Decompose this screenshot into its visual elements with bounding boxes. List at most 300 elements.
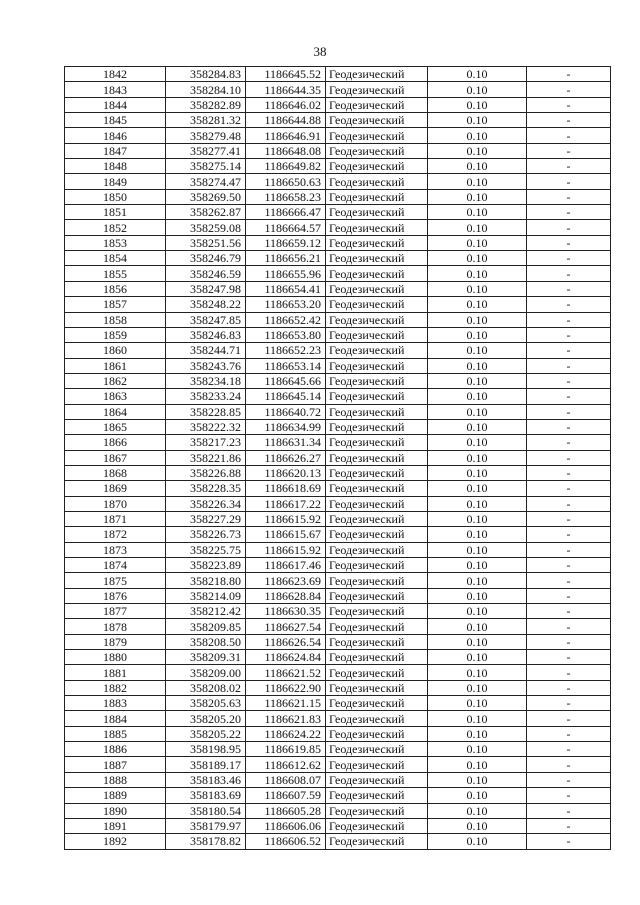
point-number-cell: 1852	[65, 220, 166, 235]
method-cell: Геодезический	[326, 465, 428, 480]
point-number-cell: 1876	[65, 588, 166, 603]
x-coordinate-cell: 358262.87	[166, 205, 246, 220]
x-coordinate-cell: 358205.22	[166, 726, 246, 741]
point-number-cell: 1887	[65, 757, 166, 772]
x-coordinate-cell: 358277.41	[166, 143, 246, 158]
x-coordinate-cell: 358246.79	[166, 251, 246, 266]
y-coordinate-cell: 1186626.27	[246, 450, 326, 465]
table-row	[65, 113, 611, 128]
method-cell: Геодезический	[326, 450, 428, 465]
y-coordinate-cell: 1186615.67	[246, 527, 326, 542]
x-coordinate-cell: 358209.00	[166, 665, 246, 680]
y-coordinate-cell: 1186649.82	[246, 159, 326, 174]
method-cell: Геодезический	[326, 573, 428, 588]
description-cell: -	[527, 772, 611, 787]
y-coordinate-cell: 1186617.46	[246, 558, 326, 573]
table-row	[65, 159, 611, 174]
x-coordinate-cell: 358222.32	[166, 419, 246, 434]
accuracy-cell: 0.10	[428, 266, 527, 281]
accuracy-cell: 0.10	[428, 297, 527, 312]
y-coordinate-cell: 1186622.90	[246, 680, 326, 695]
method-cell: Геодезический	[326, 711, 428, 726]
method-cell: Геодезический	[326, 680, 428, 695]
accuracy-cell: 0.10	[428, 527, 527, 542]
x-coordinate-cell: 358282.89	[166, 97, 246, 112]
accuracy-cell: 0.10	[428, 113, 527, 128]
x-coordinate-cell: 358247.85	[166, 312, 246, 327]
table-row	[65, 726, 611, 741]
description-cell: -	[527, 143, 611, 158]
description-cell: -	[527, 251, 611, 266]
y-coordinate-cell: 1186630.35	[246, 604, 326, 619]
accuracy-cell: 0.10	[428, 220, 527, 235]
point-number-cell: 1871	[65, 511, 166, 526]
table-row	[65, 327, 611, 342]
x-coordinate-cell: 358228.35	[166, 481, 246, 496]
table-row	[65, 97, 611, 112]
accuracy-cell: 0.10	[428, 435, 527, 450]
accuracy-cell: 0.10	[428, 604, 527, 619]
method-cell: Геодезический	[326, 788, 428, 803]
description-cell: -	[527, 496, 611, 511]
point-number-cell: 1885	[65, 726, 166, 741]
accuracy-cell: 0.10	[428, 281, 527, 296]
description-cell: -	[527, 757, 611, 772]
point-number-cell: 1869	[65, 481, 166, 496]
description-cell: -	[527, 527, 611, 542]
table-row	[65, 343, 611, 358]
description-cell: -	[527, 818, 611, 833]
description-cell: -	[527, 834, 611, 849]
point-number-cell: 1866	[65, 435, 166, 450]
method-cell: Геодезический	[326, 97, 428, 112]
accuracy-cell: 0.10	[428, 711, 527, 726]
point-number-cell: 1870	[65, 496, 166, 511]
y-coordinate-cell: 1186659.12	[246, 235, 326, 250]
accuracy-cell: 0.10	[428, 419, 527, 434]
x-coordinate-cell: 358269.50	[166, 189, 246, 204]
y-coordinate-cell: 1186644.35	[246, 82, 326, 97]
y-coordinate-cell: 1186618.69	[246, 481, 326, 496]
x-coordinate-cell: 358205.63	[166, 696, 246, 711]
y-coordinate-cell: 1186620.13	[246, 465, 326, 480]
description-cell: -	[527, 558, 611, 573]
accuracy-cell: 0.10	[428, 189, 527, 204]
method-cell: Геодезический	[326, 82, 428, 97]
point-number-cell: 1873	[65, 542, 166, 557]
method-cell: Геодезический	[326, 235, 428, 250]
x-coordinate-cell: 358275.14	[166, 159, 246, 174]
accuracy-cell: 0.10	[428, 67, 527, 82]
method-cell: Геодезический	[326, 650, 428, 665]
x-coordinate-cell: 358214.09	[166, 588, 246, 603]
description-cell: -	[527, 281, 611, 296]
description-cell: -	[527, 803, 611, 818]
method-cell: Геодезический	[326, 511, 428, 526]
accuracy-cell: 0.10	[428, 788, 527, 803]
table-row	[65, 67, 611, 82]
method-cell: Геодезический	[326, 343, 428, 358]
x-coordinate-cell: 358178.82	[166, 834, 246, 849]
x-coordinate-cell: 358284.83	[166, 67, 246, 82]
table-row	[65, 235, 611, 250]
method-cell: Геодезический	[326, 251, 428, 266]
y-coordinate-cell: 1186653.80	[246, 327, 326, 342]
point-number-cell: 1883	[65, 696, 166, 711]
accuracy-cell: 0.10	[428, 143, 527, 158]
point-number-cell: 1851	[65, 205, 166, 220]
accuracy-cell: 0.10	[428, 251, 527, 266]
x-coordinate-cell: 358180.54	[166, 803, 246, 818]
description-cell: -	[527, 373, 611, 388]
point-number-cell: 1890	[65, 803, 166, 818]
point-number-cell: 1891	[65, 818, 166, 833]
description-cell: -	[527, 343, 611, 358]
x-coordinate-cell: 358179.97	[166, 818, 246, 833]
point-number-cell: 1868	[65, 465, 166, 480]
method-cell: Геодезический	[326, 189, 428, 204]
table-row	[65, 619, 611, 634]
method-cell: Геодезический	[326, 205, 428, 220]
method-cell: Геодезический	[326, 542, 428, 557]
table-row	[65, 604, 611, 619]
accuracy-cell: 0.10	[428, 205, 527, 220]
accuracy-cell: 0.10	[428, 82, 527, 97]
y-coordinate-cell: 1186626.54	[246, 634, 326, 649]
description-cell: -	[527, 220, 611, 235]
point-number-cell: 1844	[65, 97, 166, 112]
point-number-cell: 1867	[65, 450, 166, 465]
point-number-cell: 1865	[65, 419, 166, 434]
accuracy-cell: 0.10	[428, 573, 527, 588]
point-number-cell: 1878	[65, 619, 166, 634]
point-number-cell: 1849	[65, 174, 166, 189]
table-row	[65, 527, 611, 542]
x-coordinate-cell: 358226.73	[166, 527, 246, 542]
y-coordinate-cell: 1186619.85	[246, 742, 326, 757]
description-cell: -	[527, 742, 611, 757]
method-cell: Геодезический	[326, 312, 428, 327]
accuracy-cell: 0.10	[428, 619, 527, 634]
table-row	[65, 496, 611, 511]
accuracy-cell: 0.10	[428, 159, 527, 174]
table-row	[65, 404, 611, 419]
table-row	[65, 742, 611, 757]
x-coordinate-cell: 358218.80	[166, 573, 246, 588]
table-row	[65, 757, 611, 772]
table-row	[65, 220, 611, 235]
method-cell: Геодезический	[326, 404, 428, 419]
x-coordinate-cell: 358221.86	[166, 450, 246, 465]
table-row	[65, 711, 611, 726]
description-cell: -	[527, 128, 611, 143]
y-coordinate-cell: 1186605.28	[246, 803, 326, 818]
description-cell: -	[527, 189, 611, 204]
y-coordinate-cell: 1186634.99	[246, 419, 326, 434]
x-coordinate-cell: 358209.31	[166, 650, 246, 665]
description-cell: -	[527, 67, 611, 82]
point-number-cell: 1860	[65, 343, 166, 358]
description-cell: -	[527, 481, 611, 496]
table-row	[65, 205, 611, 220]
description-cell: -	[527, 174, 611, 189]
table-row	[65, 818, 611, 833]
method-cell: Геодезический	[326, 435, 428, 450]
x-coordinate-cell: 358247.98	[166, 281, 246, 296]
point-number-cell: 1850	[65, 189, 166, 204]
method-cell: Геодезический	[326, 726, 428, 741]
point-number-cell: 1859	[65, 327, 166, 342]
accuracy-cell: 0.10	[428, 404, 527, 419]
table-row	[65, 143, 611, 158]
table-row	[65, 834, 611, 849]
description-cell: -	[527, 358, 611, 373]
description-cell: -	[527, 788, 611, 803]
x-coordinate-cell: 358246.83	[166, 327, 246, 342]
accuracy-cell: 0.10	[428, 511, 527, 526]
accuracy-cell: 0.10	[428, 726, 527, 741]
description-cell: -	[527, 711, 611, 726]
description-cell: -	[527, 604, 611, 619]
y-coordinate-cell: 1186654.41	[246, 281, 326, 296]
x-coordinate-cell: 358233.24	[166, 389, 246, 404]
table-row	[65, 511, 611, 526]
description-cell: -	[527, 205, 611, 220]
point-number-cell: 1856	[65, 281, 166, 296]
x-coordinate-cell: 358189.17	[166, 757, 246, 772]
y-coordinate-cell: 1186606.06	[246, 818, 326, 833]
method-cell: Геодезический	[326, 696, 428, 711]
x-coordinate-cell: 358259.08	[166, 220, 246, 235]
description-cell: -	[527, 266, 611, 281]
x-coordinate-cell: 358183.46	[166, 772, 246, 787]
point-number-cell: 1863	[65, 389, 166, 404]
table-row	[65, 389, 611, 404]
table-row	[65, 297, 611, 312]
method-cell: Геодезический	[326, 419, 428, 434]
x-coordinate-cell: 358208.02	[166, 680, 246, 695]
description-cell: -	[527, 465, 611, 480]
y-coordinate-cell: 1186664.57	[246, 220, 326, 235]
y-coordinate-cell: 1186655.96	[246, 266, 326, 281]
table-row	[65, 82, 611, 97]
point-number-cell: 1864	[65, 404, 166, 419]
x-coordinate-cell: 358226.88	[166, 465, 246, 480]
point-number-cell: 1892	[65, 834, 166, 849]
table-row	[65, 696, 611, 711]
table-row	[65, 435, 611, 450]
x-coordinate-cell: 358246.59	[166, 266, 246, 281]
point-number-cell: 1843	[65, 82, 166, 97]
y-coordinate-cell: 1186648.08	[246, 143, 326, 158]
method-cell: Геодезический	[326, 588, 428, 603]
description-cell: -	[527, 511, 611, 526]
point-number-cell: 1854	[65, 251, 166, 266]
table-row	[65, 650, 611, 665]
accuracy-cell: 0.10	[428, 834, 527, 849]
y-coordinate-cell: 1186623.69	[246, 573, 326, 588]
point-number-cell: 1861	[65, 358, 166, 373]
accuracy-cell: 0.10	[428, 312, 527, 327]
x-coordinate-cell: 358212.42	[166, 604, 246, 619]
method-cell: Геодезический	[326, 818, 428, 833]
table-row	[65, 588, 611, 603]
accuracy-cell: 0.10	[428, 496, 527, 511]
coordinates-table	[64, 66, 611, 850]
y-coordinate-cell: 1186608.07	[246, 772, 326, 787]
x-coordinate-cell: 358226.34	[166, 496, 246, 511]
y-coordinate-cell: 1186652.42	[246, 312, 326, 327]
accuracy-cell: 0.10	[428, 327, 527, 342]
accuracy-cell: 0.10	[428, 373, 527, 388]
accuracy-cell: 0.10	[428, 696, 527, 711]
table-row	[65, 312, 611, 327]
x-coordinate-cell: 358217.23	[166, 435, 246, 450]
description-cell: -	[527, 159, 611, 174]
table-row	[65, 465, 611, 480]
accuracy-cell: 0.10	[428, 634, 527, 649]
accuracy-cell: 0.10	[428, 742, 527, 757]
point-number-cell: 1862	[65, 373, 166, 388]
description-cell: -	[527, 419, 611, 434]
accuracy-cell: 0.10	[428, 558, 527, 573]
accuracy-cell: 0.10	[428, 757, 527, 772]
point-number-cell: 1848	[65, 159, 166, 174]
accuracy-cell: 0.10	[428, 803, 527, 818]
point-number-cell: 1889	[65, 788, 166, 803]
description-cell: -	[527, 235, 611, 250]
table-row	[65, 788, 611, 803]
y-coordinate-cell: 1186646.91	[246, 128, 326, 143]
method-cell: Геодезический	[326, 220, 428, 235]
accuracy-cell: 0.10	[428, 481, 527, 496]
x-coordinate-cell: 358251.56	[166, 235, 246, 250]
x-coordinate-cell: 358183.69	[166, 788, 246, 803]
y-coordinate-cell: 1186656.21	[246, 251, 326, 266]
point-number-cell: 1881	[65, 665, 166, 680]
description-cell: -	[527, 389, 611, 404]
y-coordinate-cell: 1186606.52	[246, 834, 326, 849]
point-number-cell: 1872	[65, 527, 166, 542]
x-coordinate-cell: 358198.95	[166, 742, 246, 757]
table-row	[65, 634, 611, 649]
point-number-cell: 1853	[65, 235, 166, 250]
method-cell: Геодезический	[326, 834, 428, 849]
point-number-cell: 1847	[65, 143, 166, 158]
point-number-cell: 1874	[65, 558, 166, 573]
method-cell: Геодезический	[326, 757, 428, 772]
y-coordinate-cell: 1186624.84	[246, 650, 326, 665]
y-coordinate-cell: 1186628.84	[246, 588, 326, 603]
y-coordinate-cell: 1186658.23	[246, 189, 326, 204]
method-cell: Геодезический	[326, 619, 428, 634]
method-cell: Геодезический	[326, 389, 428, 404]
method-cell: Геодезический	[326, 604, 428, 619]
accuracy-cell: 0.10	[428, 542, 527, 557]
accuracy-cell: 0.10	[428, 450, 527, 465]
x-coordinate-cell: 358227.29	[166, 511, 246, 526]
description-cell: -	[527, 435, 611, 450]
method-cell: Геодезический	[326, 67, 428, 82]
point-number-cell: 1846	[65, 128, 166, 143]
x-coordinate-cell: 358279.48	[166, 128, 246, 143]
accuracy-cell: 0.10	[428, 818, 527, 833]
table-row	[65, 189, 611, 204]
point-number-cell: 1886	[65, 742, 166, 757]
y-coordinate-cell: 1186644.88	[246, 113, 326, 128]
coordinates-table-body	[65, 67, 611, 850]
method-cell: Геодезический	[326, 772, 428, 787]
point-number-cell: 1858	[65, 312, 166, 327]
accuracy-cell: 0.10	[428, 588, 527, 603]
y-coordinate-cell: 1186612.62	[246, 757, 326, 772]
description-cell: -	[527, 312, 611, 327]
table-row	[65, 573, 611, 588]
table-row	[65, 450, 611, 465]
y-coordinate-cell: 1186645.66	[246, 373, 326, 388]
x-coordinate-cell: 358274.47	[166, 174, 246, 189]
description-cell: -	[527, 650, 611, 665]
y-coordinate-cell: 1186621.15	[246, 696, 326, 711]
method-cell: Геодезический	[326, 143, 428, 158]
x-coordinate-cell: 358243.76	[166, 358, 246, 373]
description-cell: -	[527, 696, 611, 711]
point-number-cell: 1855	[65, 266, 166, 281]
method-cell: Геодезический	[326, 373, 428, 388]
description-cell: -	[527, 404, 611, 419]
table-row	[65, 419, 611, 434]
method-cell: Геодезический	[326, 327, 428, 342]
x-coordinate-cell: 358248.22	[166, 297, 246, 312]
point-number-cell: 1888	[65, 772, 166, 787]
table-row	[65, 481, 611, 496]
accuracy-cell: 0.10	[428, 389, 527, 404]
description-cell: -	[527, 634, 611, 649]
y-coordinate-cell: 1186646.02	[246, 97, 326, 112]
y-coordinate-cell: 1186607.59	[246, 788, 326, 803]
y-coordinate-cell: 1186650.63	[246, 174, 326, 189]
point-number-cell: 1857	[65, 297, 166, 312]
y-coordinate-cell: 1186621.83	[246, 711, 326, 726]
description-cell: -	[527, 113, 611, 128]
table-row	[65, 665, 611, 680]
method-cell: Геодезический	[326, 358, 428, 373]
accuracy-cell: 0.10	[428, 97, 527, 112]
table-row	[65, 174, 611, 189]
accuracy-cell: 0.10	[428, 128, 527, 143]
accuracy-cell: 0.10	[428, 235, 527, 250]
description-cell: -	[527, 573, 611, 588]
method-cell: Геодезический	[326, 266, 428, 281]
method-cell: Геодезический	[326, 496, 428, 511]
method-cell: Геодезический	[326, 527, 428, 542]
description-cell: -	[527, 450, 611, 465]
x-coordinate-cell: 358281.32	[166, 113, 246, 128]
x-coordinate-cell: 358244.71	[166, 343, 246, 358]
table-row	[65, 281, 611, 296]
page-number: 38	[313, 44, 327, 59]
y-coordinate-cell: 1186652.23	[246, 343, 326, 358]
description-cell: -	[527, 619, 611, 634]
x-coordinate-cell: 358208.50	[166, 634, 246, 649]
y-coordinate-cell: 1186615.92	[246, 542, 326, 557]
y-coordinate-cell: 1186653.20	[246, 297, 326, 312]
y-coordinate-cell: 1186645.14	[246, 389, 326, 404]
point-number-cell: 1884	[65, 711, 166, 726]
accuracy-cell: 0.10	[428, 650, 527, 665]
accuracy-cell: 0.10	[428, 358, 527, 373]
y-coordinate-cell: 1186645.52	[246, 67, 326, 82]
